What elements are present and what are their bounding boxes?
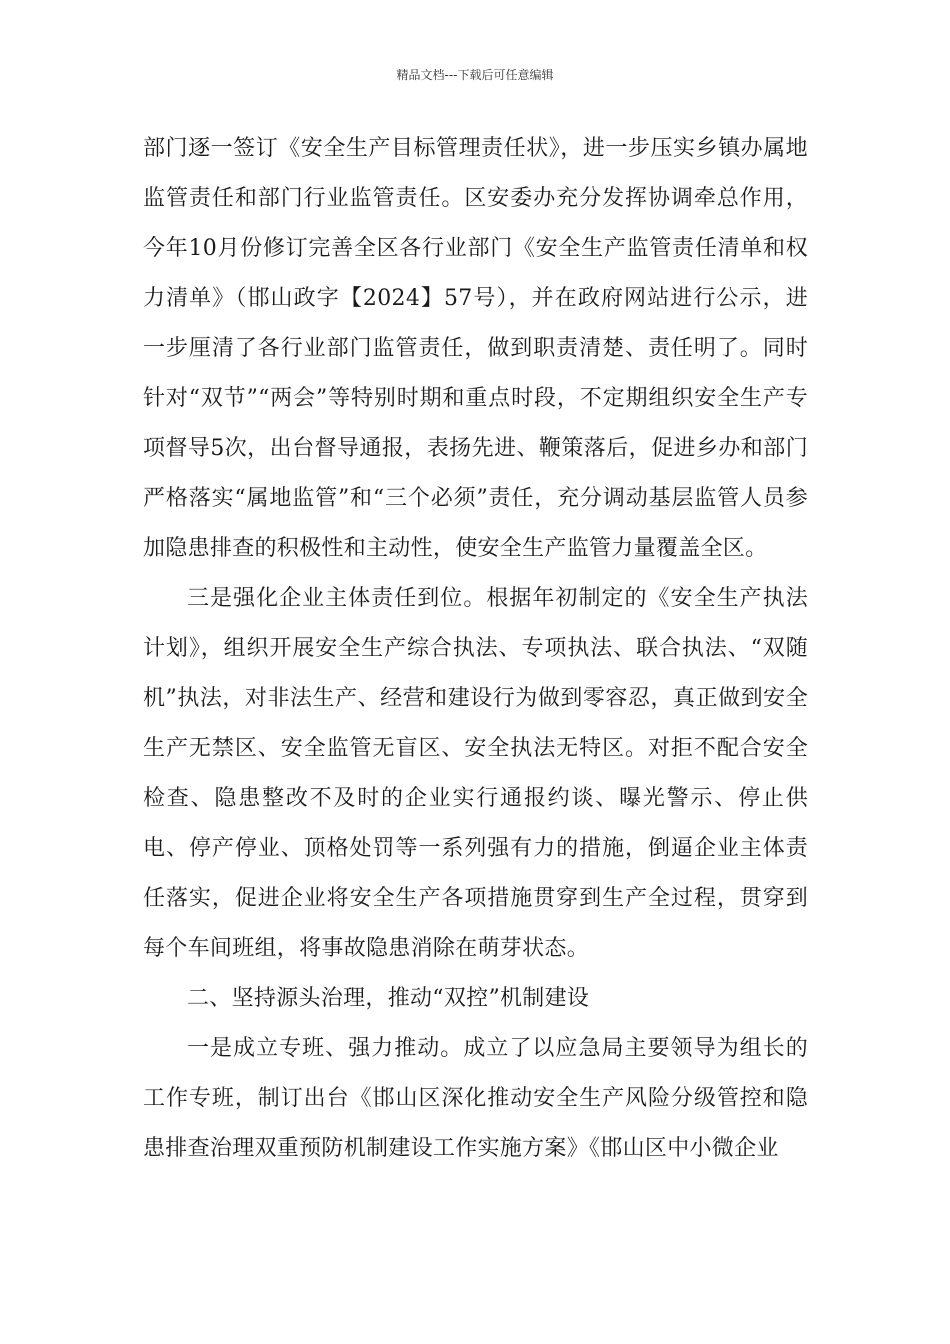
paragraph-3: 一是成立专班、强力推动。成立了以应急局主要领导为组长的工作专班，制订出台《邯山区深化推动安全生产风险分级管控和隐患排查治理双重预防机制建设工作实施方案》《邯山区中小微企业: [143, 1036, 808, 1161]
paragraph-1: 部门逐一签订《安全生产目标管理责任状》，进一步压实乡镇办属地监管责任和部门行业监管责任。区安委办充分发挥协调牵总作用，今年10月份修订完善全区各行业部门《安全生产监管责任清单和权力清单》（邯山政字【2024】57号），并在政府网站进行公示，进一步厘清了各行业部门监管责任，做到职责清楚、责任明了。同时针对“双节”“两会”等特别时期和重点时段，不定期组织安全生产专项督导5次，出台督导通报，表扬先进、鞭策落后，促进乡办和部门严格落实“属地监管”和“三个必须”责任，充分调动基层监管人员参加隐患排查的积极性和主动性，使安全生产监管力量覆盖全区。: [143, 136, 808, 561]
page-header: 精品文档---下载后可任意编辑: [396, 68, 554, 82]
section-heading: 二、坚持源头治理，推动“双控”机制建设: [187, 986, 590, 1011]
paragraph-2: 三是强化企业主体责任到位。根据年初制定的《安全生产执法计划》，组织开展安全生产综合执法、专项执法、联合执法、“双随机”执法，对非法生产、经营和建设行为做到零容忍，真正做到安全生产无禁区、安全监管无盲区、安全执法无特区。对拒不配合安全检查、隐患整改不及时的企业实行通报约谈、曝光警示、停止供电、停产停业、顶格处罚等一系列强有力的措施，倒逼企业主体责任落实，促进企业将安全生产各项措施贯穿到生产全过程，贯穿到每个车间班组，将事故隐患消除在萌芽状态。: [143, 586, 808, 961]
document-body: [143, 124, 808, 1174]
